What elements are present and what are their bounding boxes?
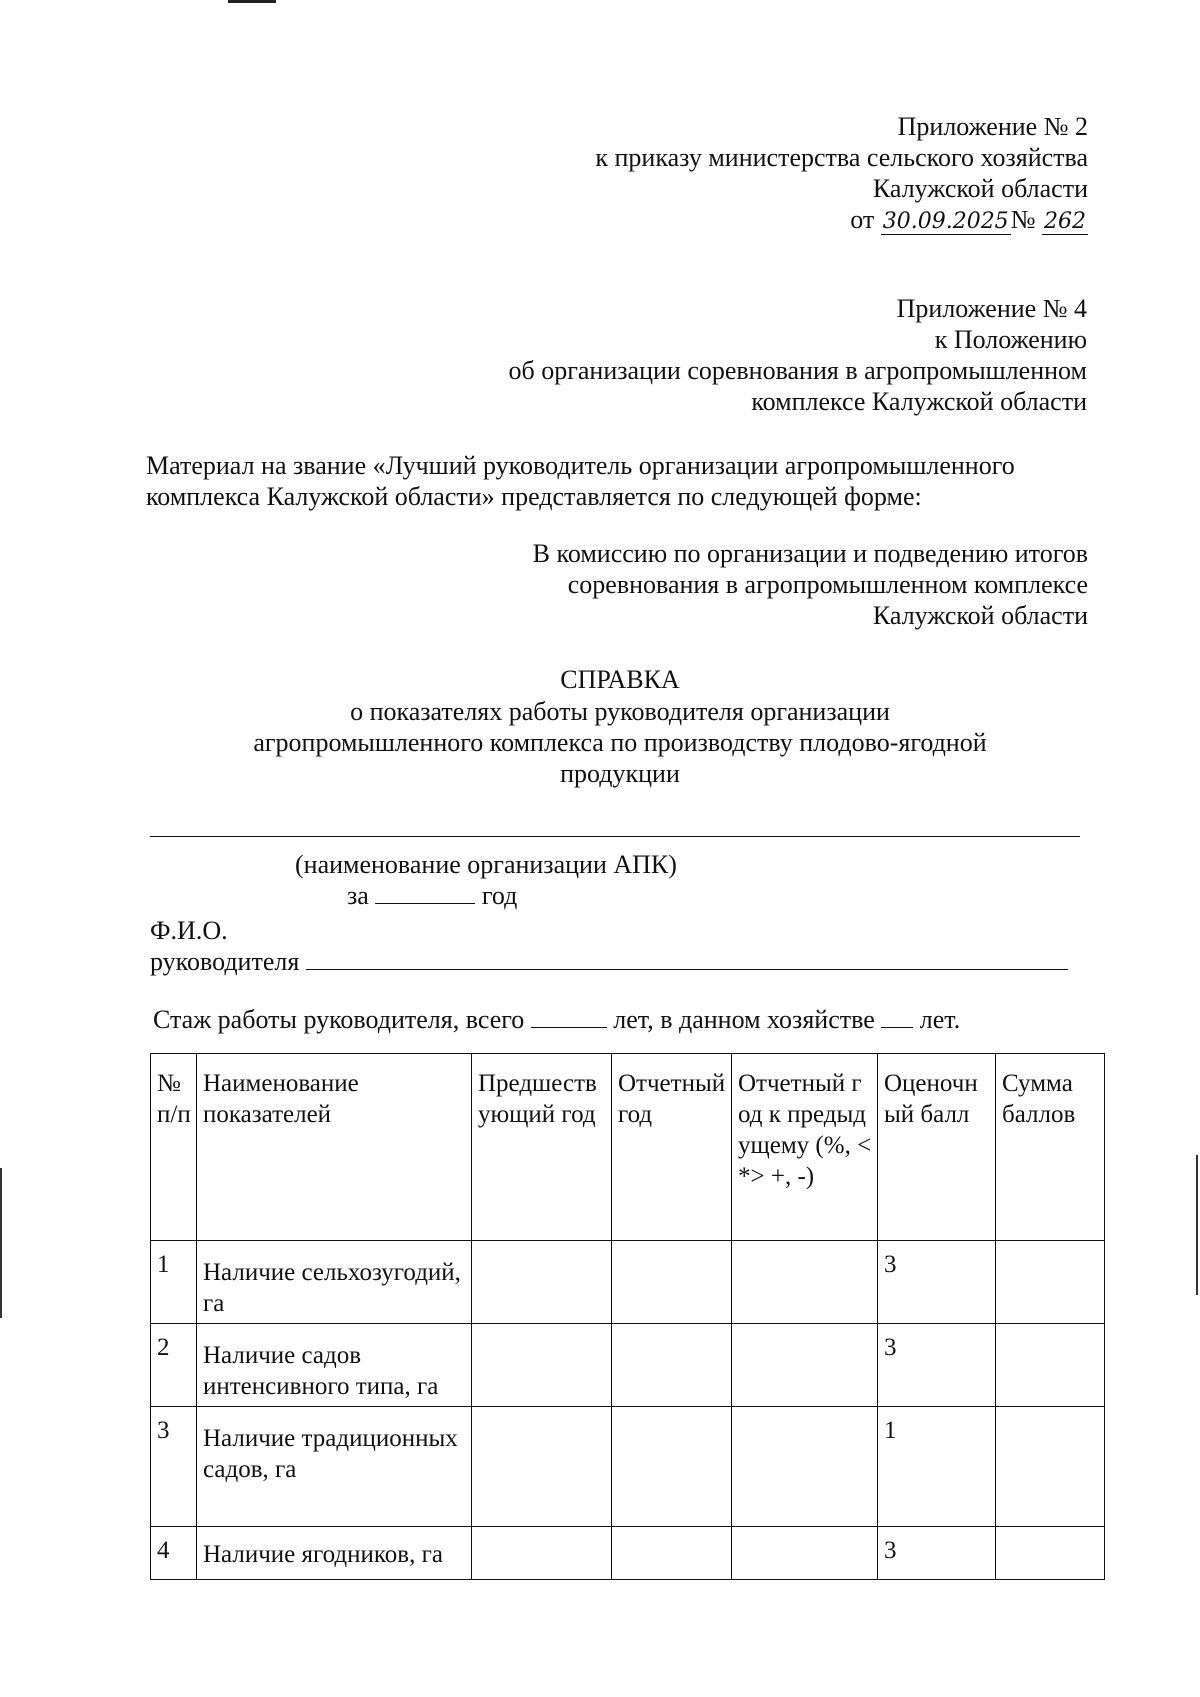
scan-edge-mark xyxy=(0,1168,2,1318)
row-score: 3 xyxy=(878,1527,996,1580)
row-sum[interactable] xyxy=(996,1241,1105,1324)
row-name: Наличие ягодников, га xyxy=(197,1527,472,1580)
row-prev[interactable] xyxy=(472,1527,612,1580)
appendix-2-date-line: от 30.09.2025№ 262 xyxy=(850,205,1086,234)
table-row xyxy=(151,1241,1105,1324)
row-sum[interactable] xyxy=(996,1324,1105,1407)
row-prev[interactable] xyxy=(472,1407,612,1527)
appendix-4-line3: об организации соревнования в агропромышленном xyxy=(508,356,1087,385)
table-header-row xyxy=(151,1054,1105,1241)
row-current[interactable] xyxy=(612,1324,732,1407)
org-name-caption: (наименование организации АПК) xyxy=(295,850,677,879)
header-score: Оценочный балл xyxy=(878,1054,996,1241)
header-current-year: Отчетный год xyxy=(612,1054,732,1241)
header-sum: Сумма баллов xyxy=(996,1054,1105,1241)
row-sum[interactable] xyxy=(996,1407,1105,1527)
fio-field[interactable] xyxy=(306,947,1068,970)
fio-label: Ф.И.О. xyxy=(150,916,228,945)
org-name-line[interactable] xyxy=(150,836,1080,837)
scan-edge-mark xyxy=(1196,1155,1198,1295)
doc-subtitle-3: продукции xyxy=(560,759,680,788)
indicators-table xyxy=(150,1053,1105,1580)
year-line: за год xyxy=(347,881,518,910)
table-row xyxy=(151,1407,1105,1527)
row-num: 2 xyxy=(151,1324,197,1407)
row-current[interactable] xyxy=(612,1241,732,1324)
doc-subtitle-1: о показателях работы руководителя организации xyxy=(350,697,890,726)
appendix-4-line4: комплексе Калужской области xyxy=(751,387,1087,416)
year-field[interactable] xyxy=(375,881,475,904)
handwritten-date: 30.09.2025 xyxy=(882,209,1009,234)
appendix-2-region: Калужской области xyxy=(872,174,1088,203)
addressee-block: В комиссию по организации и подведению итогов соревнования в агропромышленном комплексе Калужской области xyxy=(532,539,1088,630)
appendix-2-title: Приложение № 2 xyxy=(897,112,1088,141)
appendix-2-block xyxy=(595,111,1088,235)
row-num: 3 xyxy=(151,1407,197,1527)
row-score: 3 xyxy=(878,1241,996,1324)
intro-paragraph: Материал на звание «Лучший руководитель организации агропромышленного комплекса Калужской области» представляется по следующей форме: xyxy=(146,451,1015,511)
handwritten-number: 262 xyxy=(1044,209,1086,234)
scan-edge-mark xyxy=(228,0,276,3)
row-num: 4 xyxy=(151,1527,197,1580)
row-prev[interactable] xyxy=(472,1324,612,1407)
doc-heading: СПРАВКА xyxy=(560,665,680,694)
row-score: 1 xyxy=(878,1407,996,1527)
header-ratio: Отчетный год к предыдущему (%, <*> +, -) xyxy=(732,1054,878,1241)
row-ratio[interactable] xyxy=(732,1241,878,1324)
appendix-4-title: Приложение № 4 xyxy=(896,294,1087,323)
fio-line: руководителя xyxy=(150,946,1068,977)
row-ratio[interactable] xyxy=(732,1407,878,1527)
appendix-4-regulation: к Положению xyxy=(934,325,1087,354)
header-name: Наименование показателей xyxy=(197,1054,472,1241)
row-score: 3 xyxy=(878,1324,996,1407)
row-current[interactable] xyxy=(612,1407,732,1527)
appendix-4-block xyxy=(509,293,1088,417)
row-prev[interactable] xyxy=(472,1241,612,1324)
row-name: Наличие традиционных садов, га xyxy=(197,1407,472,1527)
table-row xyxy=(151,1527,1105,1580)
row-num: 1 xyxy=(151,1241,197,1324)
experience-total-field[interactable] xyxy=(531,1005,607,1028)
table-row xyxy=(151,1324,1105,1407)
experience-farm-field[interactable] xyxy=(881,1005,913,1028)
doc-subtitle-2: агропромышленного комплекса по производству плодово-ягодной xyxy=(253,728,987,757)
appendix-2-order-ref: к приказу министерства сельского хозяйства xyxy=(595,143,1088,172)
header-num: № п/п xyxy=(151,1054,197,1241)
row-ratio[interactable] xyxy=(732,1324,878,1407)
experience-line: Стаж работы руководителя, всего лет, в данном хозяйстве лет. xyxy=(153,1005,961,1034)
row-current[interactable] xyxy=(612,1527,732,1580)
row-name: Наличие садов интенсивного типа, га xyxy=(197,1324,472,1407)
header-prev-year: Предшествующий год xyxy=(472,1054,612,1241)
row-ratio[interactable] xyxy=(732,1527,878,1580)
row-name: Наличие сельхозугодий, га xyxy=(197,1241,472,1324)
row-sum[interactable] xyxy=(996,1527,1105,1580)
